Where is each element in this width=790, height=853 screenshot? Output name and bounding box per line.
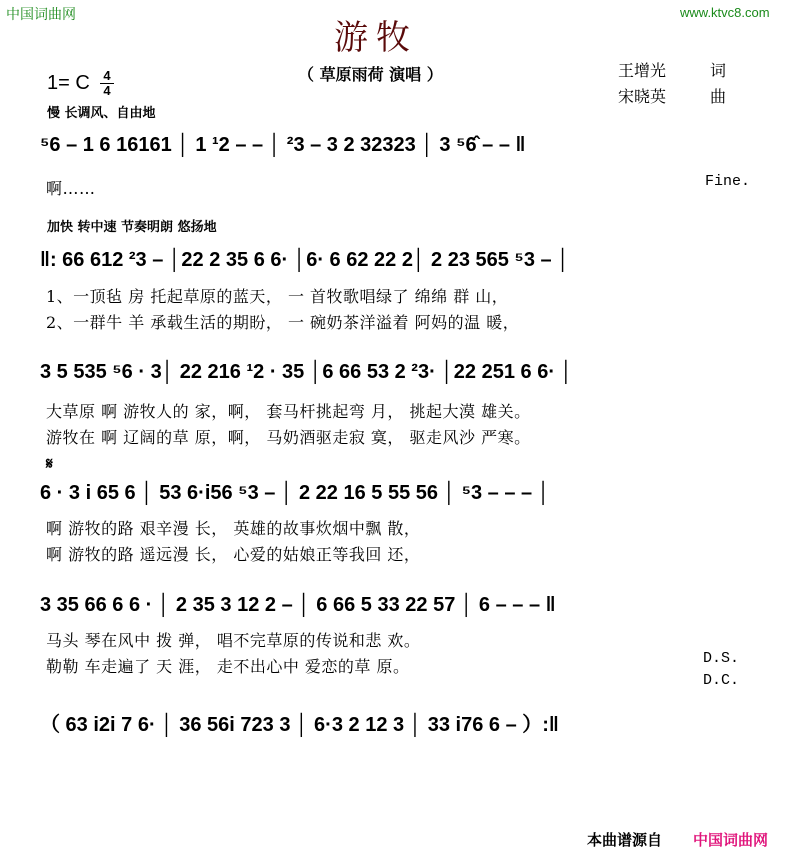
time-signature-top: 4 <box>103 68 111 83</box>
lyric-line-3-verse-2: 游牧在 啊 辽阔的草 原，啊， 马奶酒驱走寂 寞， 驱走风沙 严寒。 <box>46 428 531 447</box>
notation-line-4: 6 · 3 i 65 6 │ 53 6·i56 ⁵3 – │ 2 22 16 5 55 56 │ ⁵3 – – – │ <box>40 482 551 504</box>
tempo-main: 加快 转中速 节奏明朗 悠扬地 <box>47 220 217 235</box>
time-signature-bottom: 4 <box>103 83 111 98</box>
composer-role: 曲 <box>710 87 727 106</box>
source-label: 本曲谱源自 <box>587 831 663 849</box>
composer-credit <box>618 84 727 107</box>
performer-subtitle: （ 草原雨荷 演唱 ） <box>298 65 443 84</box>
lyric-line-4-verse-1: 啊 游牧的路 艰辛漫 长， 英雄的故事炊烟中飘 散， <box>46 519 421 538</box>
lyric-line-5-verse-2: 勒勒 车走遍了 天 涯， 走不出心中 爱恋的草 原。 <box>46 657 410 676</box>
notation-line-6: （ 63 i2i 7 6· │ 36 56i 723 3 │ 6·3 2 12 3 │ 33 i76 6 – ）:‖ <box>40 714 559 736</box>
fine-mark: Fine. <box>705 173 751 190</box>
notation-line-1: ⁵6 – 1 6 16161 │ 1 ¹2 – – │ ²3 – 3 2 32323 │ 3 ⁵6̂ – – ‖ <box>40 134 526 156</box>
watermark-left: 中国词曲网 <box>6 7 76 23</box>
song-title: 游牧 <box>334 18 418 58</box>
key-signature: 1= C <box>47 72 90 94</box>
lyric-line-2-verse-1: 1、一顶毡 房 托起草原的蓝天， 一 首牧歌唱绿了 绵绵 群 山， <box>46 287 509 306</box>
lyric-line-3-verse-1: 大草原 啊 游牧人的 家，啊， 套马杆挑起弯 月， 挑起大漠 雄关。 <box>46 402 531 421</box>
notation-line-3: 3 5 535 ⁵6 · 3│ 22 216 ¹2 · 35 │6 66 53 2 ²3· │22 251 6 6· │ <box>40 361 574 383</box>
segno-icon: 𝄋 <box>46 456 53 473</box>
lyric-line-4-verse-2: 啊 游牧的路 遥远漫 长， 心爱的姑娘正等我回 还， <box>46 545 421 564</box>
lyric-line-5-verse-1: 马头 琴在风中 拨 弹， 唱不完草原的传说和悲 欢。 <box>46 631 421 650</box>
watermark-right: www.ktvc8.com <box>680 5 770 20</box>
lyricist-role: 词 <box>710 61 727 80</box>
lyric-line-1: 啊…… <box>46 179 96 198</box>
tempo-intro: 慢 长调风、自由地 <box>47 106 156 121</box>
dal-segno-mark: D.S. <box>703 650 740 667</box>
source-site: 中国词曲网 <box>693 831 769 849</box>
lyricist-name: 王增光 <box>618 61 667 80</box>
notation-line-5: 3 35 66 6 6 · │ 2 35 3 12 2 – │ 6 66 5 33 22 57 │ 6 – – – ‖ <box>40 594 556 616</box>
composer-name: 宋晓英 <box>618 87 667 106</box>
da-capo-mark: D.C. <box>703 672 740 689</box>
time-signature <box>100 70 114 97</box>
notation-line-2: ‖: 66 612 ²3 – │22 2 35 6 6· │6· 6 62 22 2│ 2 23 565 ⁵3 – │ <box>40 249 570 271</box>
lyricist-credit <box>618 58 727 81</box>
lyric-line-2-verse-2: 2、一群牛 羊 承载生活的期盼， 一 碗奶茶洋溢着 阿妈的温 暖， <box>46 313 520 332</box>
